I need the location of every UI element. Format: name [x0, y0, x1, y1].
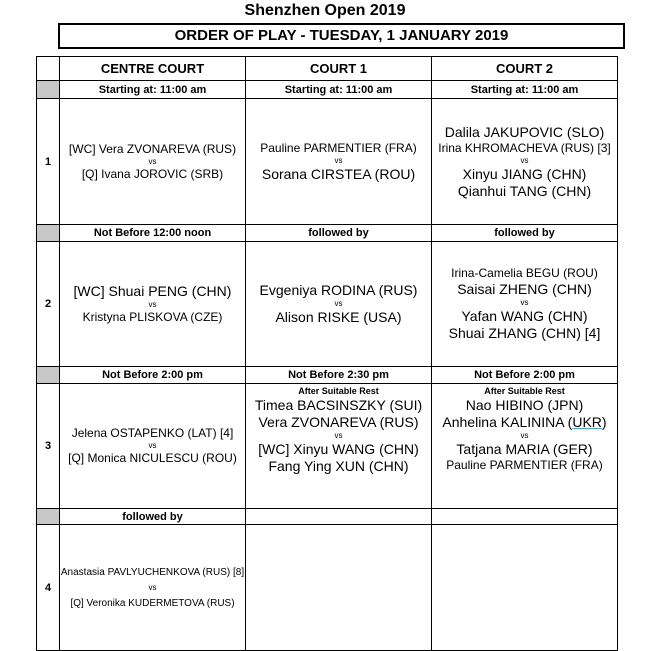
- player-name: Jelena OSTAPENKO (LAT) [4]: [71, 426, 234, 440]
- time-row-marker: [37, 509, 60, 525]
- vs-label: vs: [148, 441, 157, 450]
- time-court1-1: Starting at: 11:00 am: [246, 81, 432, 99]
- match-cell: [60, 525, 246, 651]
- player-name: Sorana CIRSTEA (ROU): [261, 165, 416, 182]
- time-court1-4: [246, 509, 432, 525]
- time-court2-2: followed by: [432, 225, 618, 242]
- row-number-4: 4: [37, 525, 60, 651]
- match-row-2: [37, 242, 618, 367]
- court-header-row: [37, 57, 618, 81]
- match-row-4: [37, 525, 618, 651]
- vs-label: vs: [334, 299, 343, 308]
- player-name: Shuai ZHANG (CHN) [4]: [448, 325, 601, 341]
- match-cell: [246, 242, 432, 367]
- player-name: Irina KHROMACHEVA (RUS) [3]: [438, 140, 611, 155]
- match-cell: [432, 384, 618, 509]
- vs-label: vs: [334, 155, 343, 165]
- match-row-3: [37, 384, 618, 509]
- time-court2-3: Not Before 2:00 pm: [432, 367, 618, 384]
- player-name: Timea BACSINSZKY (SUI): [254, 397, 423, 413]
- player-name: Xinyu JIANG (CHN): [462, 165, 587, 182]
- time-centre-4: followed by: [60, 509, 246, 525]
- player-name: [WC] Xinyu WANG (CHN): [258, 441, 419, 457]
- player-name: Anastasia PAVLYUCHENKOVA (RUS) [8]: [60, 566, 245, 578]
- match-cell: [60, 99, 246, 225]
- player-name-part: Anhelina KALININA (: [442, 414, 573, 430]
- player-name: Kristyna PLISKOVA (CZE): [82, 310, 223, 324]
- rest-note: After Suitable Rest: [484, 386, 565, 396]
- corner-cell: [37, 57, 60, 81]
- player-name-end: ): [601, 414, 607, 430]
- order-of-play-subtitle: ORDER OF PLAY - TUESDAY, 1 JANUARY 2019: [58, 23, 625, 49]
- vs-label: vs: [520, 431, 529, 440]
- time-row-marker: [37, 225, 60, 242]
- row-number-2: 2: [37, 242, 60, 367]
- empty-match-cell: [246, 525, 432, 651]
- time-row-marker: [37, 367, 60, 384]
- empty-match-cell: [432, 525, 618, 651]
- player-name: [432, 414, 617, 431]
- court-header-centre: CENTRE COURT: [60, 57, 246, 81]
- vs-label: vs: [520, 155, 529, 165]
- match-cell: [60, 384, 246, 509]
- time-court1-2: followed by: [246, 225, 432, 242]
- player-name: Evgeniya RODINA (RUS): [259, 282, 418, 298]
- player-name: Irina-Camelia BEGU (ROU): [451, 266, 598, 280]
- time-centre-3: Not Before 2:00 pm: [60, 367, 246, 384]
- match-cell: [246, 384, 432, 509]
- vs-label: vs: [148, 300, 157, 309]
- player-name: Nao HIBINO (JPN): [465, 397, 584, 413]
- time-row-1: [37, 81, 618, 99]
- rest-note: After Suitable Rest: [298, 386, 379, 396]
- time-court2-4: [432, 509, 618, 525]
- time-row-3: [37, 367, 618, 384]
- player-name: Alison RISKE (USA): [275, 309, 402, 325]
- vs-label: vs: [148, 582, 157, 592]
- time-row-2: [37, 225, 618, 242]
- time-centre-2: Not Before 12:00 noon: [60, 225, 246, 242]
- time-court2-1: Starting at: 11:00 am: [432, 81, 618, 99]
- player-name: [WC] Shuai PENG (CHN): [73, 283, 232, 299]
- player-name: Fang Ying XUN (CHN): [268, 458, 409, 474]
- row-number-1: 1: [37, 99, 60, 225]
- player-name: Pauline PARMENTIER (FRA): [446, 458, 603, 472]
- vs-label: vs: [334, 431, 343, 440]
- country-code: UKR: [572, 414, 602, 430]
- match-cell: [432, 99, 618, 225]
- vs-label: vs: [148, 156, 157, 166]
- tournament-title: Shenzhen Open 2019: [244, 2, 406, 19]
- player-name: [WC] Vera ZVONAREVA (RUS): [68, 141, 237, 156]
- time-court1-3: Not Before 2:30 pm: [246, 367, 432, 384]
- player-name: Dalila JAKUPOVIC (SLO): [444, 123, 605, 140]
- time-row-4: [37, 509, 618, 525]
- player-name: Tatjana MARIA (GER): [456, 441, 593, 457]
- player-name: Yafan WANG (CHN): [461, 308, 588, 324]
- court-header-court1: COURT 1: [246, 57, 432, 81]
- court-header-court2: COURT 2: [432, 57, 618, 81]
- player-name: [Q] Veronika KUDERMETOVA (RUS): [70, 597, 235, 609]
- player-name: [Q] Monica NICULESCU (ROU): [68, 451, 237, 465]
- vs-label: vs: [520, 298, 529, 307]
- match-cell: [246, 99, 432, 225]
- match-cell: [432, 242, 618, 367]
- player-name: Saisai ZHENG (CHN): [457, 281, 592, 297]
- player-name: Pauline PARMENTIER (FRA): [260, 140, 417, 155]
- time-row-marker: [37, 81, 60, 99]
- player-name: Qianhui TANG (CHN): [457, 182, 592, 199]
- match-row-1: [37, 99, 618, 225]
- time-centre-1: Starting at: 11:00 am: [60, 81, 246, 99]
- row-number-3: 3: [37, 384, 60, 509]
- player-name: Vera ZVONAREVA (RUS): [258, 414, 419, 430]
- order-of-play-table: [36, 56, 618, 651]
- player-name: [Q] Ivana JOROVIC (SRB): [81, 166, 224, 181]
- match-cell: [60, 242, 246, 367]
